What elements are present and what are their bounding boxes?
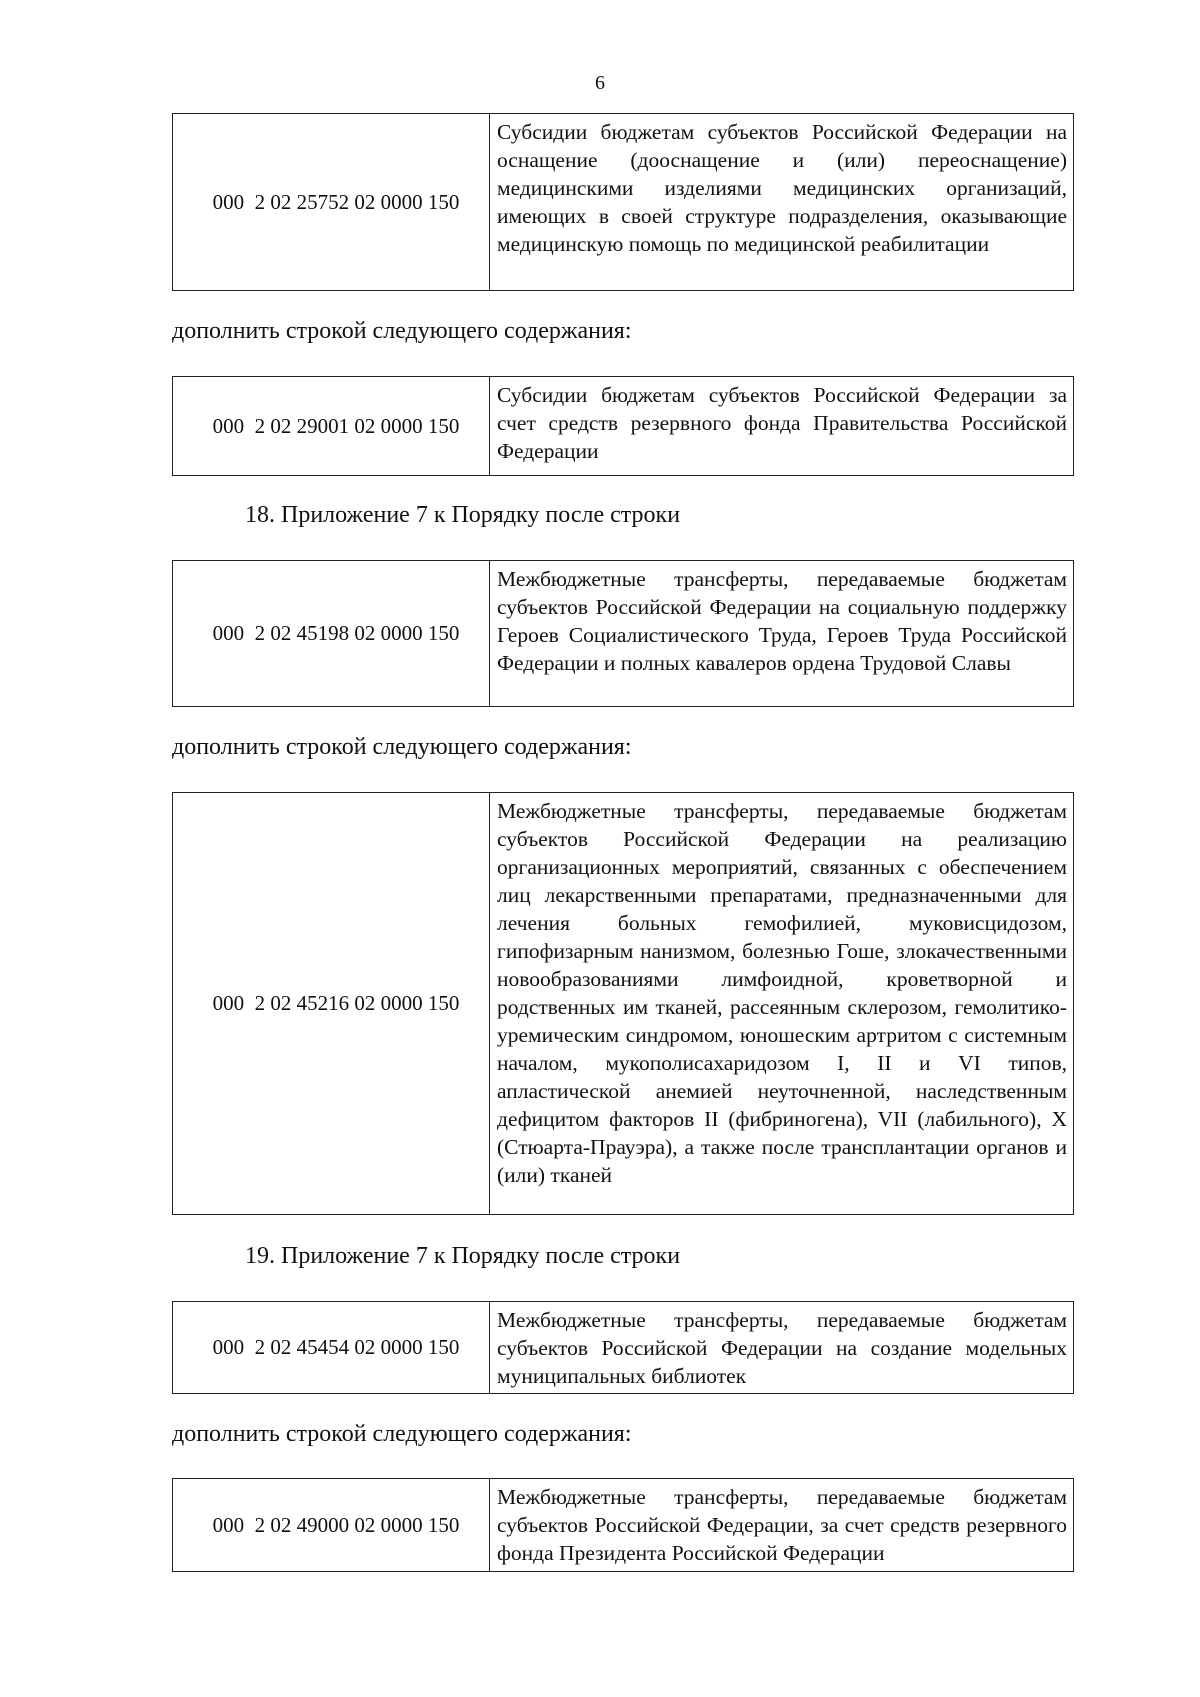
table-row <box>172 113 1074 291</box>
table-row <box>172 1478 1074 1572</box>
budget-code: 000 2 02 45454 02 0000 150 <box>173 1302 490 1393</box>
budget-code: 000 2 02 45216 02 0000 150 <box>173 793 490 1214</box>
item-heading: 18. Приложение 7 к Порядку после строки <box>245 502 681 528</box>
budget-code: 000 2 02 25752 02 0000 150 <box>173 114 490 290</box>
budget-description: Межбюджетные трансферты, передаваемые бюджетам субъектов Российской Федерации на реализацию организационных мероприятий, связанных с обеспечением лиц лекарственными препаратами, предназначенными для лечения больных гемофилией, муковисцидозом, гипофизарным нанизмом, болезнью Гоше, злокачественными новообразованиями лимфоидной, кроветворной и родственных им тканей, рассеянным склерозом, гемолитико-уремическим синдромом, юношеским артритом с системным началом, мукополисахаридозом I, II и VI типов, апластической анемией неуточненной, наследственным дефицитом факторов II (фибриногена), VII (лабильного), X (Стюарта-Прауэра), а также после трансплантации органов и (или) тканей <box>497 799 1067 1187</box>
page-number: 6 <box>595 72 605 94</box>
budget-description: Субсидии бюджетам субъектов Российской Федерации на оснащение (дооснащение и (или) переоснащение) медицинскими изделиями медицинских организаций, имеющих в своей структуре подразделения, оказывающие медицинскую помощь по медицинской реабилитации <box>497 120 1067 256</box>
instruction-text: дополнить строкой следующего содержания: <box>172 318 632 344</box>
instruction-text: дополнить строкой следующего содержания: <box>172 1421 632 1447</box>
budget-code: 000 2 02 45198 02 0000 150 <box>173 561 490 706</box>
item-heading: 19. Приложение 7 к Порядку после строки <box>245 1243 681 1269</box>
budget-code: 000 2 02 49000 02 0000 150 <box>173 1479 490 1571</box>
table-row <box>172 376 1074 476</box>
budget-description: Межбюджетные трансферты, передаваемые бюджетам субъектов Российской Федерации на создание модельных муниципальных библиотек <box>497 1308 1067 1388</box>
budget-code: 000 2 02 29001 02 0000 150 <box>173 377 490 475</box>
instruction-text: дополнить строкой следующего содержания: <box>172 734 632 760</box>
table-row <box>172 1301 1074 1394</box>
budget-description: Межбюджетные трансферты, передаваемые бюджетам субъектов Российской Федерации на социальную поддержку Героев Социалистического Труда, Героев Труда Российской Федерации и полных кавалеров ордена Трудовой Славы <box>497 567 1067 675</box>
table-row <box>172 792 1074 1215</box>
budget-description: Межбюджетные трансферты, передаваемые бюджетам субъектов Российской Федерации, за счет средств резервного фонда Президента Российской Федерации <box>497 1485 1067 1565</box>
budget-description: Субсидии бюджетам субъектов Российской Федерации за счет средств резервного фонда Правительства Российской Федерации <box>497 383 1067 463</box>
table-row <box>172 560 1074 707</box>
